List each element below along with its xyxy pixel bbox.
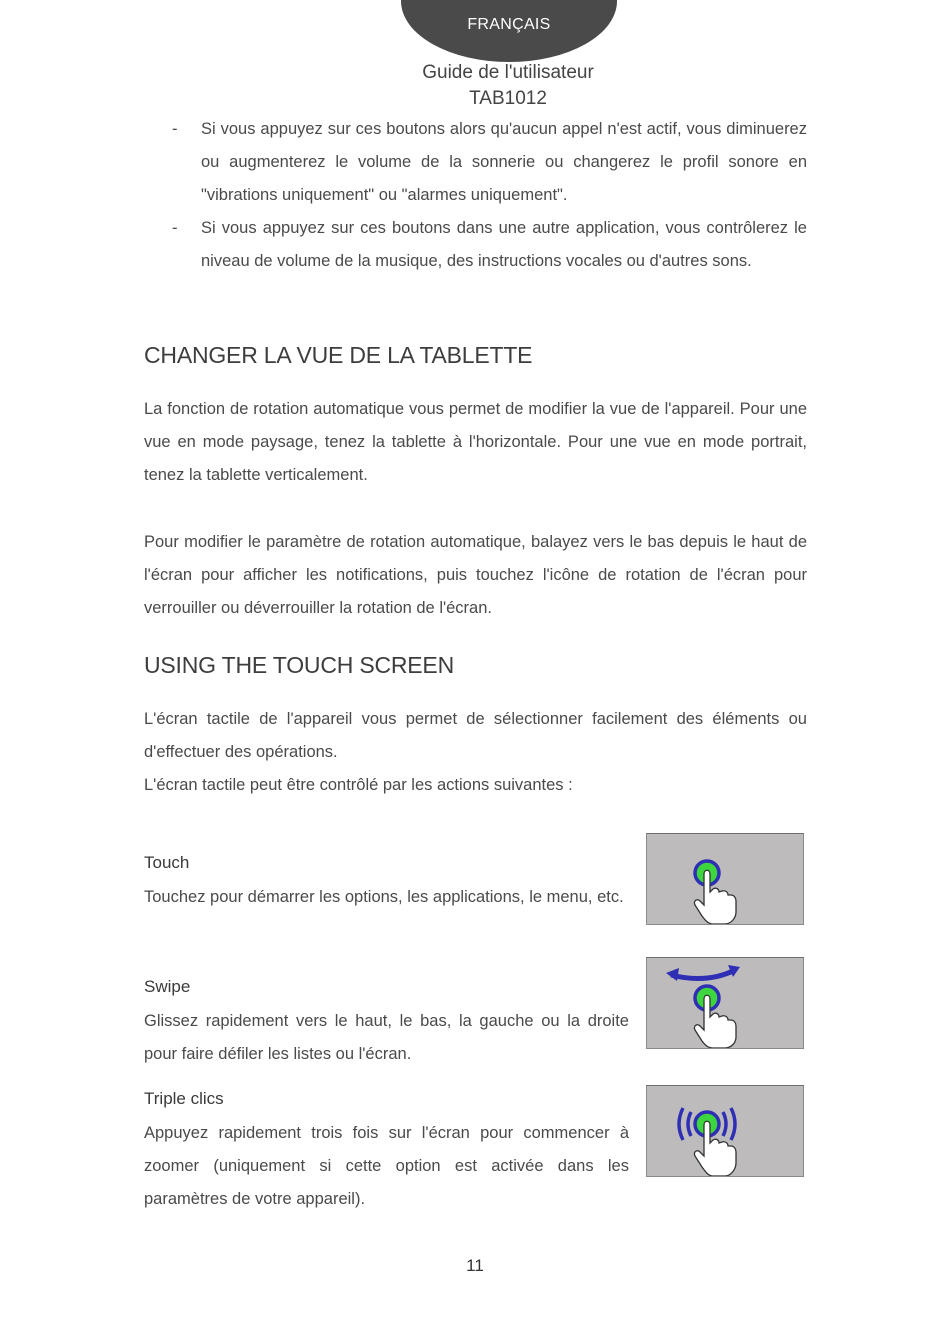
swipe-gesture-icon: [646, 957, 804, 1049]
model-name: TAB1012: [469, 88, 547, 109]
rotation-heading: CHANGER LA VUE DE LA TABLETTE: [144, 342, 533, 368]
triple-tap-gesture-icon: [646, 1085, 804, 1177]
touch-intro-2: L'écran tactile peut être contrôlé par les actions suivantes :: [144, 776, 573, 794]
touch-intro-1: L'écran tactile de l'appareil vous permet de sélectionner facilement des éléments ou d'effectuer des opérations.: [144, 710, 807, 761]
triple-tap-title: Triple clics: [144, 1089, 224, 1108]
bullet-dash: -: [172, 120, 178, 138]
tap-gesture-icon: [646, 833, 804, 925]
bullet-text: Si vous appuyez sur ces boutons alors qu'aucun appel n'est actif, vous diminuerez ou augmenterez le volume de la sonnerie ou changerez le profil sonore en "vibrations uniquement" ou "alarmes uniquement".: [201, 120, 807, 204]
volume-bullet-list: [144, 113, 807, 278]
touch-description: Touchez pour démarrer les options, les applications, le menu, etc.: [144, 888, 624, 906]
list-item: [144, 212, 807, 278]
list-item: [144, 113, 807, 212]
rotation-paragraph-2: Pour modifier le paramètre de rotation automatique, balayez vers le bas depuis le haut de l'écran pour afficher les notifications, puis touchez l'icône de rotation de l'écran pour verrouiller ou déverrouiller la rotation de l'écran.: [144, 533, 807, 617]
guide-title: Guide de l'utilisateur: [422, 62, 594, 83]
bullet-text: Si vous appuyez sur ces boutons dans une autre application, vous contrôlerez le niveau de volume de la musique, des instructions vocales ou d'autres sons.: [201, 219, 807, 270]
language-label: FRANÇAIS: [467, 16, 551, 33]
swipe-title: Swipe: [144, 977, 191, 996]
page-number: 11: [466, 1256, 484, 1275]
rotation-paragraph-1: La fonction de rotation automatique vous permet de modifier la vue de l'appareil. Pour une vue en mode paysage, tenez la tablette à l'horizontale. Pour une vue en mode portrait, tenez la tablette verticalement.: [144, 400, 807, 484]
touch-screen-heading: USING THE TOUCH SCREEN: [144, 652, 454, 678]
triple-tap-description: Appuyez rapidement trois fois sur l'écran pour commencer à zoomer (uniquement si cette option est activée dans les paramètres de votre appareil).: [144, 1124, 629, 1208]
bullet-dash: -: [172, 219, 178, 237]
swipe-description: Glissez rapidement vers le haut, le bas, la gauche ou la droite pour faire défiler les listes ou l'écran.: [144, 1012, 629, 1063]
touch-title: Touch: [144, 853, 190, 872]
